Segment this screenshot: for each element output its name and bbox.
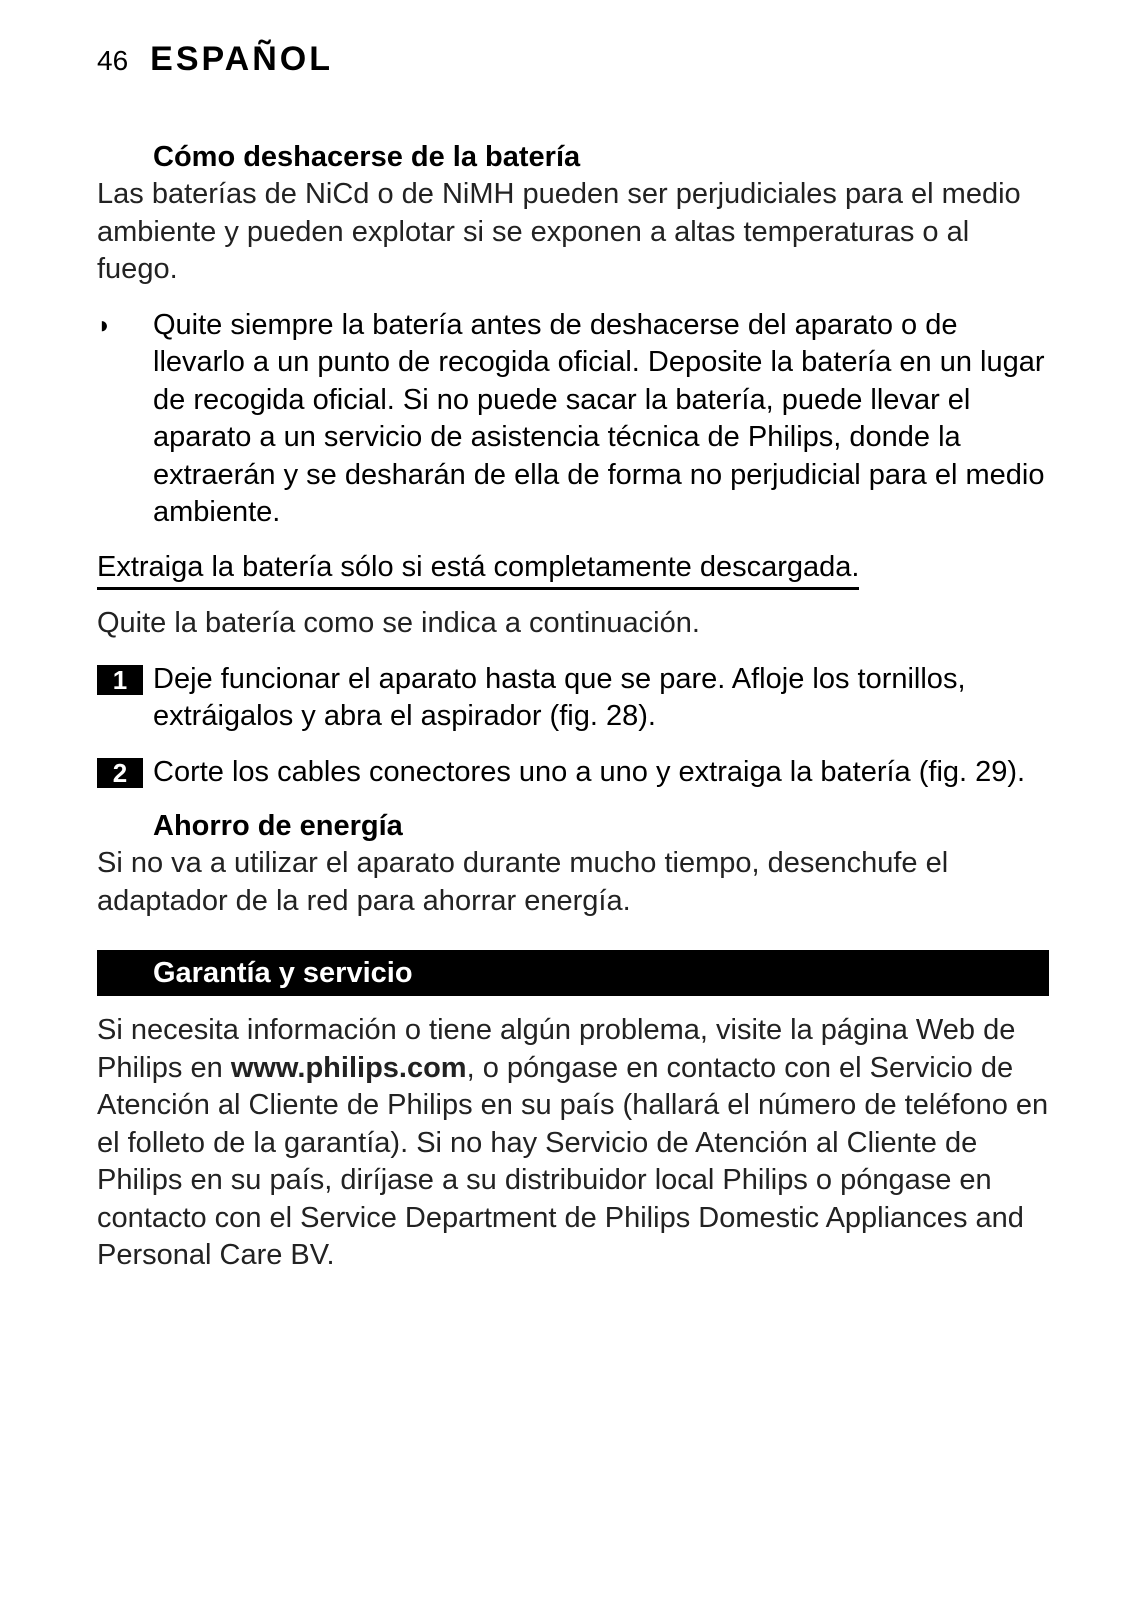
page-content xyxy=(97,138,1057,1275)
step-2 xyxy=(97,754,1057,792)
bullet-text: Quite siempre la batería antes de deshacerse del aparato o de llevarlo a un punto de recogida oficial. Deposite la batería en un lugar de recogida oficial. Si no puede sacar la batería, puede llevar el aparato a un servicio de asistencia técnica de Philips, donde la extraerán y se desharán de ella de forma no perjudicial para el medio ambiente. xyxy=(153,308,1045,528)
warranty-text xyxy=(97,1012,1057,1275)
page-header xyxy=(97,40,333,86)
energy-saving-heading: Ahorro de energía xyxy=(153,810,403,842)
page-number: 46 xyxy=(97,45,129,76)
warning-wrap xyxy=(97,549,1057,591)
page-language-title: ESPAÑOL xyxy=(150,40,333,78)
battery-disposal-intro: Las baterías de NiCd o de NiMH pueden ser perjudiciales para el medio ambiente y pueden explotar si se exponen a altas temperaturas o al fuego. xyxy=(97,178,1021,285)
warranty-text-rest: , o póngase en contacto con el Servicio de Atención al Cliente de Philips en su país (hallará el número de teléfono en el folleto de la garantía). Si no hay Servicio de Atención al Cliente de Philips en su país, diríjase a su distribuidor local Philips o póngase en contacto con el Service Department de Philips Domestic Appliances and Personal Care BV. xyxy=(97,1051,1049,1271)
step-1 xyxy=(97,661,1057,736)
philips-website-link[interactable]: www.philips.com xyxy=(230,1051,467,1084)
battery-disposal-bullet xyxy=(97,307,1057,532)
step-text: Deje funcionar el aparato hasta que se pare. Afloje los tornillos, extráigalos y abra el aspirador (fig. 28). xyxy=(153,662,966,732)
bullet-icon: ◗ xyxy=(97,311,112,339)
warranty-heading: Garantía y servicio xyxy=(153,956,413,989)
warranty-section-bar xyxy=(97,950,1049,996)
step-number-badge: 2 xyxy=(97,758,143,788)
energy-saving-text: Si no va a utilizar el aparato durante mucho tiempo, desenchufe el adaptador de la red para ahorrar energía. xyxy=(97,847,949,917)
removal-instruction: Quite la batería como se indica a continuación. xyxy=(97,607,700,639)
battery-disposal-heading: Cómo deshacerse de la batería xyxy=(153,141,581,173)
step-text: Corte los cables conectores uno a uno y extraiga la batería (fig. 29). xyxy=(153,755,1026,788)
battery-warning: Extraiga la batería sólo si está completamente descargada. xyxy=(97,549,859,591)
step-number-badge: 1 xyxy=(97,665,143,695)
warranty-text-intro: Si necesita información o tiene algún problema, visite la página Web de Philips en xyxy=(97,1014,1016,1084)
